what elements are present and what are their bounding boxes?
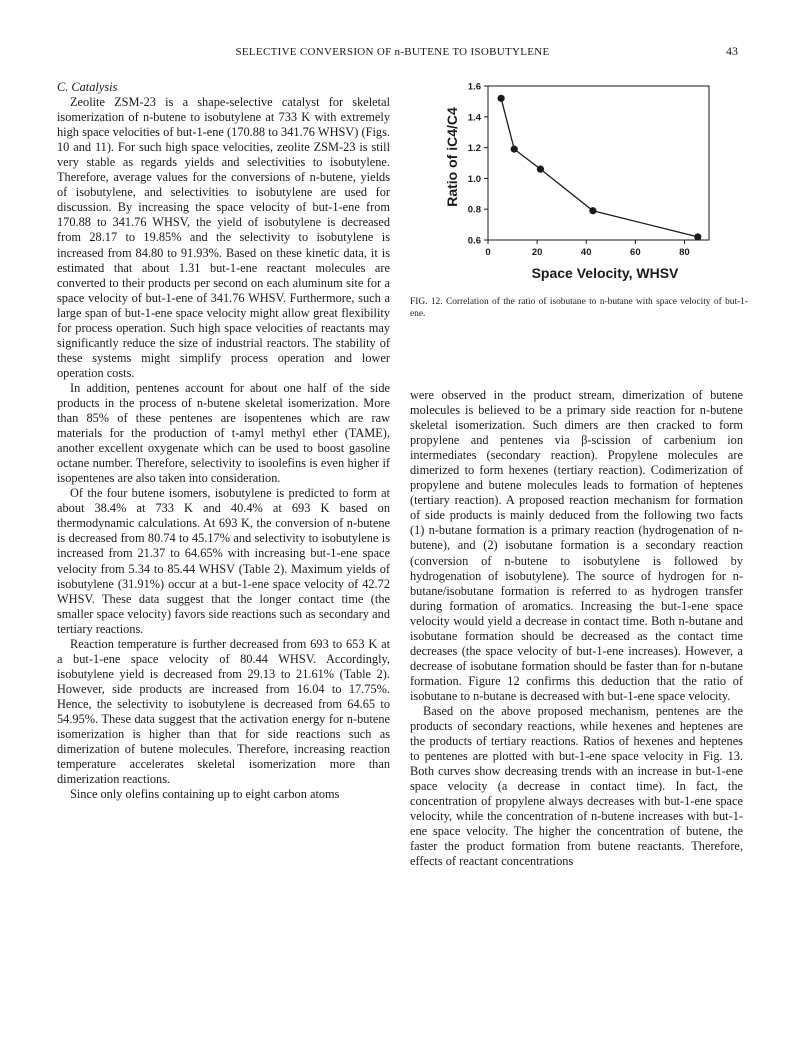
data-point [498,95,505,102]
x-tick-label: 80 [679,247,690,258]
right-column [410,388,743,870]
y-tick-label: 0.8 [467,204,481,216]
y-tick-label: 1.6 [467,81,481,93]
x-tick-label: 0 [485,247,491,258]
paragraph: Since only olefins containing up to eight carbon atoms [70,787,340,802]
x-tick-label: 40 [580,247,592,258]
y-axis-label: Ratio of iC4/C4 [444,107,460,207]
paragraph: Zeolite ZSM-23 is a shape-selective catalyst for skeletal isomerization of n-butene to isobutylene at 733 K with extremely high space velocities of but-1-ene (170.88 to 341.76 WHSV) (Figs. 10 and 11). For such high space velocities, zeolite ZSM-23 is still very stable as regards yields and selectivities to isobutylene. Therefore, average values for the conversions of n-butene, yields of isobutylene, and selectivities to isobutylene are used for discussion. By increasing the space velocity of but-1-ene from 170.88 to 341.76 WHSV, the yield of isobutylene is decreased from 28.17 to 19.85% and the selectivity to isobutylene is increased from 84.80 to 91.93%. Based on these kinetic data, it is estimated that about 1.31 but-1-ene reactant molecules are converted to their products per second on each aluminum site for a space velocity of but-1-ene of 341.76 WHSV. Furthermore, such a large span of but-1-ene space velocity might allow great flexibility for process operation. Such high space velocities of reactants may significantly reduce the size of industrial reactors. The stability of these systems might simplify process operation and lower operation costs. [57,95,390,380]
data-point [694,233,701,240]
figure-12-chart [410,74,740,294]
left-column [57,80,390,802]
data-point [537,166,544,173]
plot-frame [488,86,709,240]
paragraph: In addition, pentenes account for about one half of the side products in the process of n-butene skeletal isomerization. More than 85% of these pentenes are isopentenes which are raw materials for the production of t-amyl methyl ether (TAME), another excellent oxygenate which can be used to boost gasoline octane number. Therefore, selectivity to isoolefins is even higher if isopentenes are also taken into consideration. [57,380,390,486]
y-tick-label: 1.2 [467,143,481,155]
x-tick-label: 20 [531,247,543,258]
x-tick-label: 60 [630,247,641,258]
y-tick-label: 1.4 [467,112,481,124]
page-number: 43 [726,44,738,58]
series-line [501,98,698,237]
data-point [589,207,596,214]
y-tick-label: 0.6 [467,235,481,247]
chart-svg [410,74,740,294]
paragraph: Of the four butene isomers, isobutylene is predicted to form at about 38.4% at 733 K and 40.4% at 693 K based on thermodynamic calculations. At 693 K, the conversion of n-butene is decreased from 80.74 to 45.17% and selectivity to isobutylene is increased from 21.37 to 64.65% with increasing but-1-ene space velocity from 5.34 to 85.44 WHSV (Table 2). Maximum yields of isobutylene (31.91%) occur at a but-1-ene space velocity of 42.72 WHSV. These data suggest that the longer contact time (the smaller space velocity) favors side reactions such as secondary and tertiary reactions. [57,486,390,636]
section-heading: C. Catalysis [57,80,118,94]
y-tick-label: 1.0 [467,173,481,185]
figure-caption: FIG. 12. Correlation of the ratio of isobutane to n-butane with space velocity of but-1-ene. [410,297,748,319]
paragraph: Based on the above proposed mechanism, pentenes are the products of secondary reactions, while hexenes and heptenes are the products of tertiary reactions. Ratios of hexenes and heptenes to pentenes are plotted with but-1-ene space velocity in Fig. 13. Both curves show decreasing trends with an increase in but-1-ene space velocity (a decrease in contact time). In fact, the concentration of propylene always decreases with but-1-ene space velocity, while the concentration of n-butene increases with but-1-ene space velocity. The higher the concentration of butene, the faster the product formation from butene reactants. Therefore, effects of reactant concentrations [410,703,743,869]
paragraph: were observed in the product stream, dimerization of butene molecules is believed to be a primary side reaction for n-butene skeletal isomerization. Such dimers are then cracked to form propylene and pentenes via β-scission of carbenium ion intermediates (secondary reaction). Propylene molecules are dimerized to form hexenes (tertiary reaction). Codimerization of propylene and butene molecules leads to formation of heptenes (tertiary reaction). A proposed reaction mechanism for formation of side products is mainly deduced from the following two facts (1) n-butane formation is a primary reaction (hydrogenation of n-butene), and (2) isobutane formation is a secondary reaction (conversion of n-butene to isobutylene is followed by hydrogenation of isobutylene). The source of hydrogen for n-butane/isobutane formation is referred to as hydrogen transfer during formation of aromatics. Increasing the but-1-ene space velocity would yield a decrease in contact time. Both n-butane and isobutane formation should be decreased as the contact time decreases (the space velocity of but-1-ene increases). However, a decrease of isobutane formation should be faster than for n-butane formation. Figure 12 confirms this deduction that the ratio of isobutane to n-butane is decreased with but-1-ene space velocity. [410,388,743,703]
x-axis-label: Space Velocity, WHSV [531,265,679,281]
paragraph: Reaction temperature is further decreased from 693 to 653 K at a but-1-ene space velocity of 80.44 WHSV. Accordingly, isobutylene yield is decreased from 29.13 to 21.61% (Table 2). However, side products are increased from 16.04 to 17.75%. Hence, the selectivity to isobutylene is decreased from 64.65 to 54.95%. These data suggest that the activation energy for n-butene isomerization is higher than that for side reactions such as dimerization of butene molecules. Therefore, increasing reaction temperature accelerates skeletal isomerization more than dimerization reactions. [57,636,390,787]
data-point [511,146,518,153]
running-title: SELECTIVE CONVERSION OF n-BUTENE TO ISOBUTYLENE [235,46,550,58]
